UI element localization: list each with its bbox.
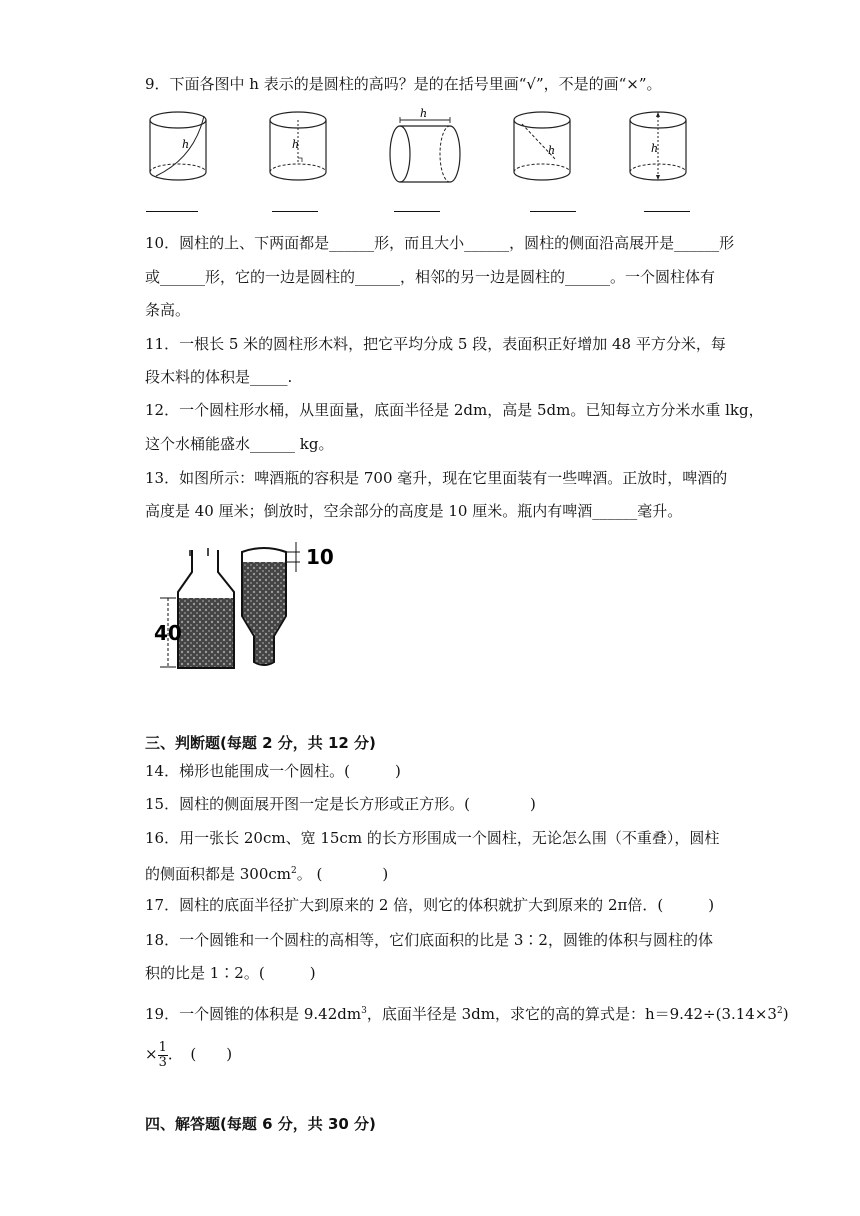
q9-text: 9．下面各图中 h 表示的是圆柱的高吗？是的在括号里画“√”，不是的画“×”。 bbox=[145, 75, 662, 93]
q12-line-1: 12．一个圆柱形水桶，从里面量，底面半径是 2dm，高是 5dm。已知每立方分米水重 lkg， bbox=[145, 401, 764, 419]
answer-line-3[interactable] bbox=[394, 211, 440, 212]
q11-line-2: 段木料的体积是_____. bbox=[145, 368, 293, 386]
cylinder-figure-2 bbox=[266, 108, 332, 188]
label-40: 40 bbox=[154, 621, 182, 645]
beer-bottle-figure bbox=[150, 536, 350, 676]
label-10: 10 bbox=[306, 545, 334, 569]
cylinder-figure-1 bbox=[146, 108, 212, 188]
answer-line-4[interactable] bbox=[530, 211, 576, 212]
h-label: h bbox=[651, 142, 659, 155]
h-label: h bbox=[548, 144, 556, 157]
q13-line-2: 高度是 40 厘米；倒放时，空余部分的高度是 10 厘米。瓶内有啤酒______毫升。 bbox=[145, 502, 683, 520]
cylinder-figure-3 bbox=[386, 104, 466, 188]
q10-line-1: 10．圆柱的上、下两面都是______形，而且大小______，圆柱的侧面沿高展开是______形 bbox=[145, 234, 735, 252]
q13-line-1: 13．如图所示：啤酒瓶的容积是 700 毫升，现在它里面装有一些啤酒。正放时，啤酒的 bbox=[145, 469, 728, 487]
cylinder-figure-4 bbox=[510, 108, 576, 188]
fraction-one-third: $\frac{1}{3}$ bbox=[158, 1039, 167, 1070]
q10-line-3: 条高。 bbox=[145, 301, 191, 319]
cylinder-figure-5 bbox=[626, 108, 692, 188]
answer-line-5[interactable] bbox=[644, 211, 690, 212]
q16-line-2: 的侧面积都是 $300cm^2$。 ( ) bbox=[145, 865, 389, 883]
section-3-heading: 三、判断题(每题 2 分，共 12 分) bbox=[145, 734, 376, 752]
q16-line-1: 16．用一张长 20cm、宽 15cm 的长方形围成一个圆柱，无论怎么围（不重叠），圆柱 bbox=[145, 829, 720, 847]
q14-text: 14．梯形也能围成一个圆柱。( ) bbox=[145, 762, 401, 780]
q15-text: 15．圆柱的侧面展开图一定是长方形或正方形。( ) bbox=[145, 795, 536, 813]
q19-line-2: × $\frac{1}{3}$ ． ( ) bbox=[145, 1039, 233, 1070]
q18-line-1: 18．一个圆锥和一个圆柱的高相等，它们底面积的比是 3∶2，圆锥的体积与圆柱的体 bbox=[145, 931, 713, 949]
answer-line-1[interactable] bbox=[146, 211, 198, 212]
section-4-heading: 四、解答题(每题 6 分，共 30 分) bbox=[145, 1115, 376, 1133]
q11-line-1: 11．一根长 5 米的圆柱形木料，把它平均分成 5 段，表面积正好增加 48 平方分米，每 bbox=[145, 335, 726, 353]
q17-text: 17．圆柱的底面半径扩大到原来的 2 倍，则它的体积就扩大到原来的 2π倍．( ) bbox=[145, 896, 715, 914]
q10-line-2: 或______形，它的一边是圆柱的______，相邻的另一边是圆柱的______。一个圆柱体有 bbox=[145, 268, 716, 286]
h-label: h bbox=[182, 138, 190, 151]
q18-line-2: 积的比是 1∶2。( ) bbox=[145, 964, 316, 982]
q19-line-1: 19．一个圆锥的体积是 $9.42dm^3$，底面半径是 3dm，求它的高的算式是：$h=9.42\div(3.14\times 3^2)$ bbox=[145, 1005, 789, 1023]
answer-line-2[interactable] bbox=[272, 211, 318, 212]
q12-line-2: 这个水桶能盛水______ kg。 bbox=[145, 435, 334, 453]
h-label: h bbox=[420, 107, 428, 120]
h-label: h bbox=[292, 138, 300, 151]
